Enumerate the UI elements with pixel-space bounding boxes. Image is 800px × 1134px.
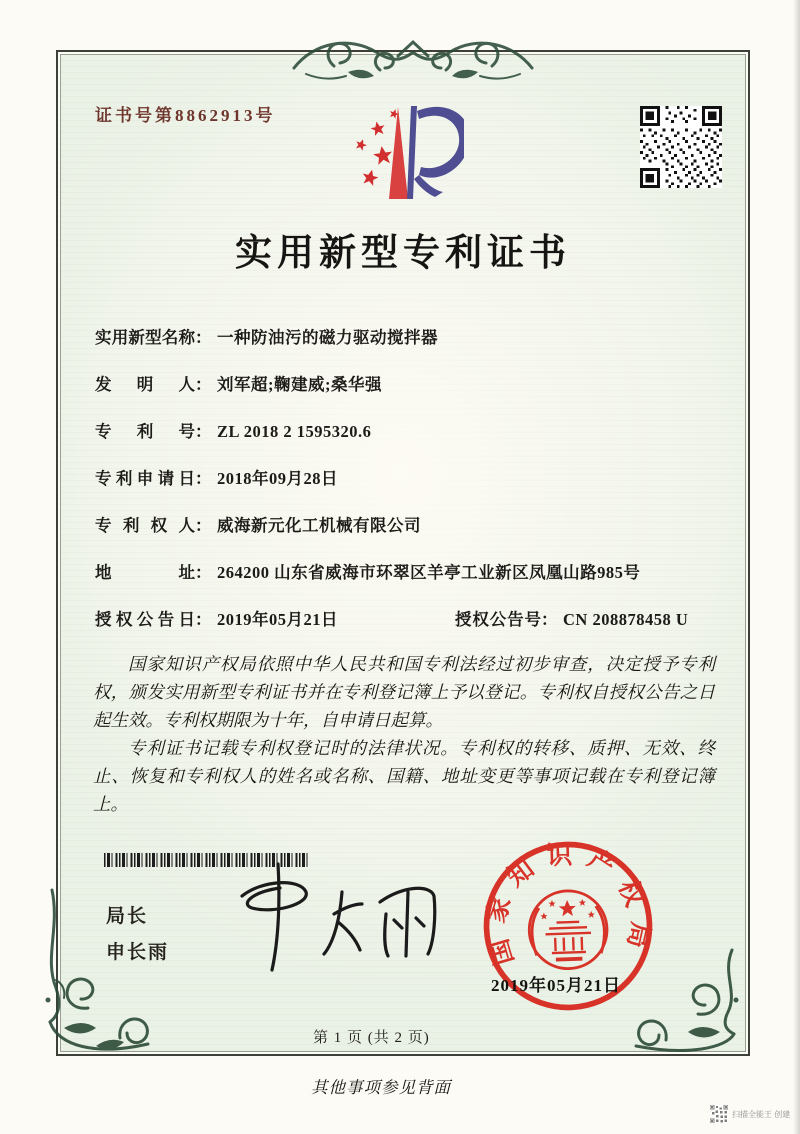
qr-code	[640, 106, 722, 188]
certificate-number: 证书号第8862913号	[95, 106, 276, 125]
scanner-watermark	[710, 1105, 790, 1123]
field-label: 专利号	[95, 422, 195, 441]
commissioner-signature	[222, 858, 437, 978]
field-row-name	[95, 324, 438, 348]
field-value: 2019年05月21日	[217, 610, 338, 629]
field-colon: ：	[195, 375, 212, 394]
field-colon: ：	[195, 610, 212, 629]
cnipa-logo-icon	[338, 102, 464, 204]
field-colon: ：	[195, 469, 212, 488]
field-row-grant	[95, 606, 715, 630]
legal-paragraph-2: 专利证书记载专利权登记时的法律状况。专利权的转移、质押、无效、终止、恢复和专利权人的姓名或名称、国籍、地址变更等事项记载在专利登记簿上。	[93, 738, 715, 814]
field-label: 专利申请日	[95, 469, 195, 488]
field-label: 授权公告号	[455, 610, 541, 629]
field-value: ZL 2018 2 1595320.6	[217, 422, 372, 441]
watermark-text: 扫描全能王 创建	[732, 1109, 791, 1119]
commissioner-title: 局长	[106, 906, 149, 927]
seal-date: 2019年05月21日	[491, 976, 621, 995]
certificate-title: 实用新型专利证书	[235, 233, 571, 274]
field-pair-grant-number	[455, 606, 688, 630]
field-label: 授权公告日	[95, 610, 195, 629]
field-value: 一种防油污的磁力驱动搅拌器	[217, 328, 438, 347]
field-row-patentee	[95, 512, 421, 536]
field-value: CN 208878458 U	[563, 610, 689, 629]
field-colon: ：	[195, 563, 212, 582]
field-label: 专利权人	[95, 516, 195, 535]
field-label: 实用新型名称	[95, 328, 195, 347]
field-value: 264200 山东省威海市环翠区羊亭工业新区凤凰山路985号	[217, 563, 641, 582]
page-number: 第 1 页 (共 2 页)	[313, 1030, 430, 1046]
legal-paragraph-1: 国家知识产权局依照中华人民共和国专利法经过初步审查，决定授予专利权，颁发实用新型专利证书并在专利登记簿上予以登记。专利权自授权公告之日起生效。专利权期限为十年，自申请日起算。	[93, 654, 715, 730]
field-row-address	[95, 559, 640, 583]
field-value: 2018年09月28日	[217, 469, 338, 488]
field-colon: ：	[195, 516, 212, 535]
field-row-patent-number	[95, 418, 371, 442]
camscanner-qr-icon	[710, 1105, 728, 1123]
field-row-filing-date	[95, 465, 338, 489]
footer-note: 其他事项参见背面	[311, 1078, 451, 1097]
field-colon: ：	[195, 328, 212, 347]
field-value: 刘军超;鞠建威;桑华强	[217, 375, 382, 394]
field-value: 威海新元化工机械有限公司	[217, 516, 421, 535]
bottom-left-flourish-ornament	[22, 888, 172, 1060]
field-label: 地址	[95, 563, 195, 582]
commissioner-name: 申长雨	[106, 942, 170, 963]
scan-edge-shade	[793, 0, 800, 1134]
seal-text: 国家知识产权局	[480, 839, 656, 969]
field-row-inventors	[95, 371, 382, 395]
legal-text	[93, 650, 715, 818]
field-colon: ：	[195, 422, 212, 441]
top-flourish-ornament	[288, 26, 538, 88]
field-label: 发明人	[95, 375, 195, 394]
field-colon: ：	[541, 610, 558, 629]
